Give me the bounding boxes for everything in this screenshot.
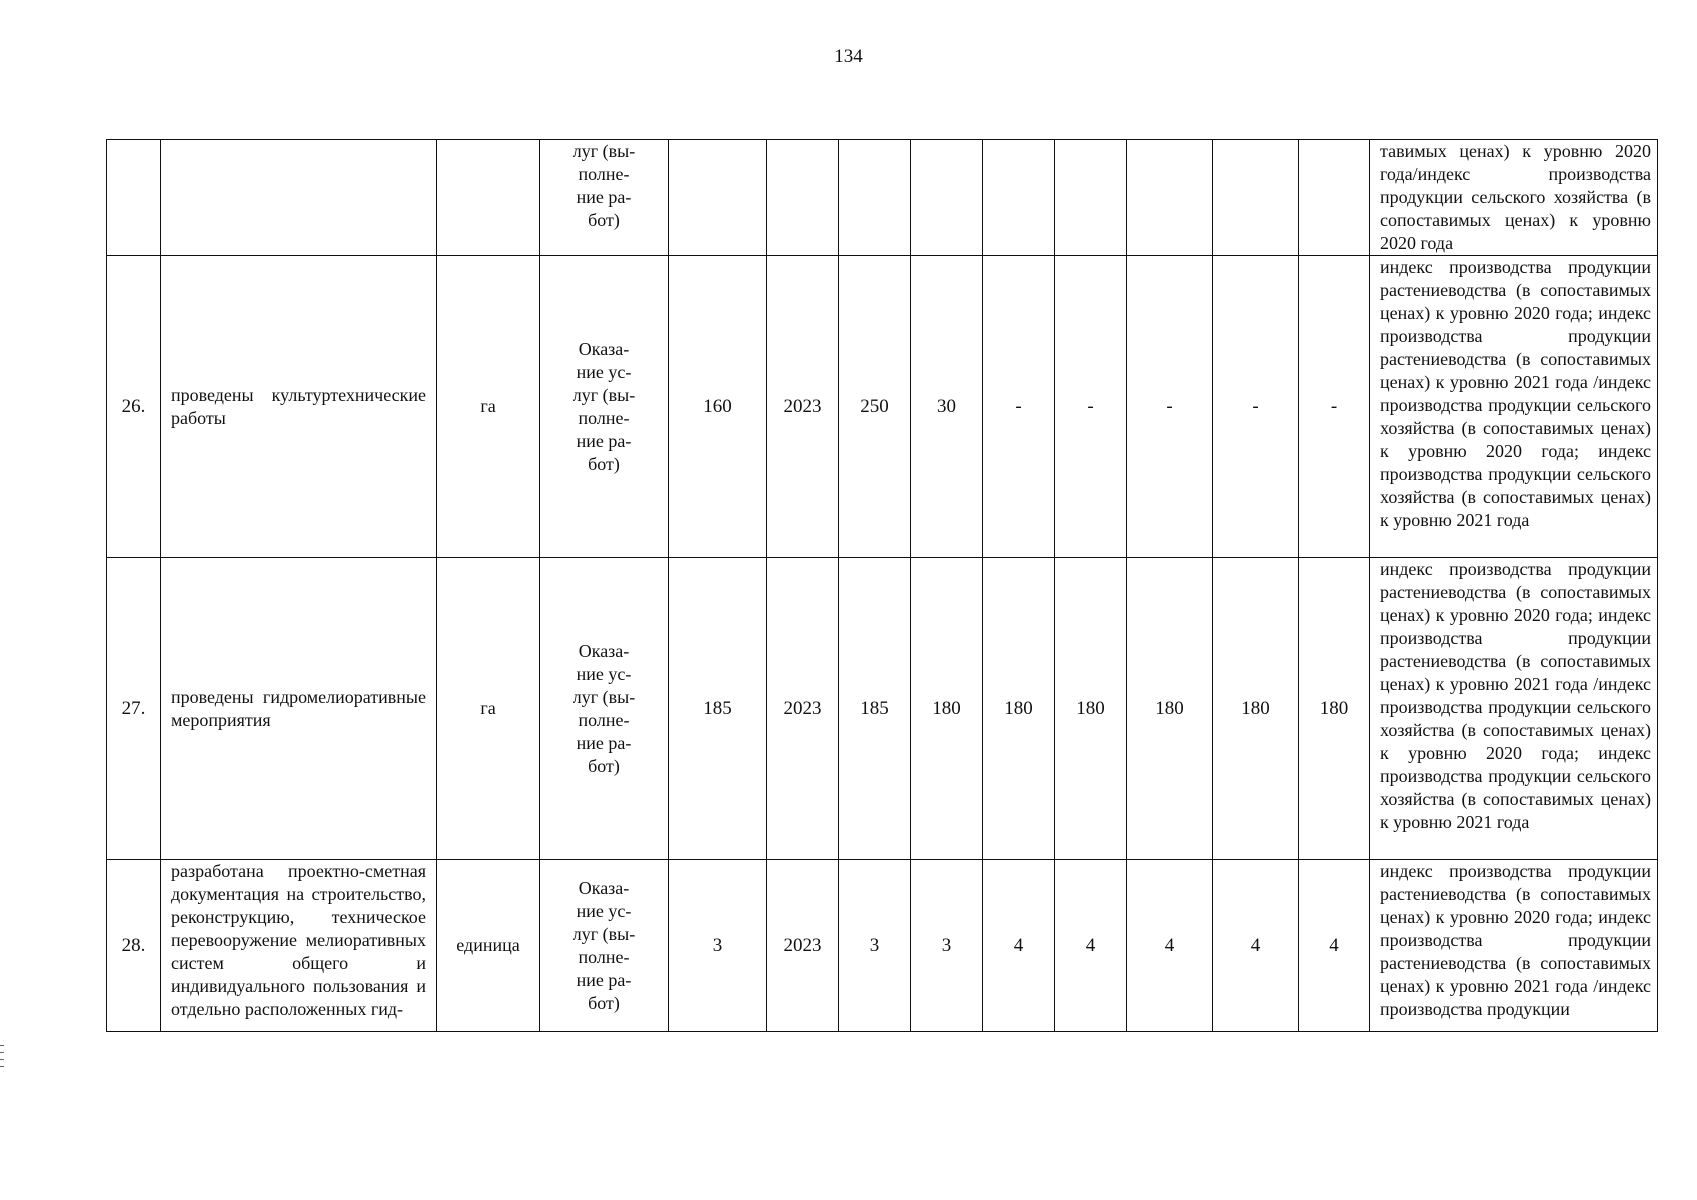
value-cell — [669, 140, 767, 256]
unit: га — [437, 256, 540, 558]
unit: га — [437, 558, 540, 860]
indicator-name — [161, 860, 437, 1032]
result-type: Оказа- ние ус- луг (вы- полне- ние ра- бот) — [540, 256, 669, 558]
value-cell — [1055, 140, 1127, 256]
value-cell: 4 — [983, 860, 1055, 1032]
value-cell: 185 — [839, 558, 911, 860]
value-cell: 185 — [669, 558, 767, 860]
value-cell: 4 — [1127, 860, 1213, 1032]
value-cell: 3 — [839, 860, 911, 1032]
value-cell: - — [983, 256, 1055, 558]
row-number — [107, 140, 161, 256]
value-cell: - — [1055, 256, 1127, 558]
value-cell: 3 — [669, 860, 767, 1032]
result-type: Оказа- ние ус- луг (вы- полне- ние ра- бот) — [540, 558, 669, 860]
margin-marks — [0, 1045, 6, 1073]
page-number: 134 — [834, 46, 863, 67]
indicator-name-text: разработана проектно-сметная документация на строительство, реконструкцию, техническое перевооружение мелиоративных систем общего и индивидуального пользования и отдельно расположенных гид- — [171, 861, 426, 1019]
table-row — [107, 558, 1658, 860]
table-row — [107, 140, 1658, 256]
unit: единица — [437, 860, 540, 1032]
table-row — [107, 256, 1658, 558]
value-cell — [983, 140, 1055, 256]
linked-indicator — [1370, 558, 1658, 860]
value-cell: 180 — [911, 558, 983, 860]
linked-indicator — [1370, 860, 1658, 1032]
linked-indicator — [1370, 140, 1658, 256]
value-cell: 2023 — [767, 860, 839, 1032]
value-cell: 4 — [1055, 860, 1127, 1032]
indicator-name — [161, 256, 437, 558]
value-cell: 4 — [1213, 860, 1299, 1032]
indicator-table — [106, 139, 1658, 1032]
linked-indicator-text: индекс производства продукции растениеводства (в сопоставимых ценах) к уровню 2020 года; индекс производства продукции растениеводства (в сопоставимых ценах) к уровню 2021 года /индекс производства продукции — [1380, 861, 1651, 1019]
indicator-name — [161, 140, 437, 256]
table-row — [107, 860, 1658, 1032]
unit — [437, 140, 540, 256]
value-cell: 2023 — [767, 558, 839, 860]
result-type: луг (вы- полне- ние ра- бот) — [540, 140, 669, 256]
value-cell — [1213, 140, 1299, 256]
row-number: 28. — [107, 860, 161, 1032]
value-cell — [1299, 140, 1370, 256]
value-cell: - — [1127, 256, 1213, 558]
value-cell: 180 — [1127, 558, 1213, 860]
indicator-name-text: проведены культуртехнические работы — [171, 384, 426, 428]
value-cell: 4 — [1299, 860, 1370, 1032]
value-cell — [767, 140, 839, 256]
linked-indicator-text: тавимых ценах) к уровню 2020 года/индекс производства продукции сельского хозяйства (в сопоставимых ценах) к уровню 2020 года — [1380, 141, 1651, 253]
value-cell: 3 — [911, 860, 983, 1032]
value-cell: 250 — [839, 256, 911, 558]
row-number: 26. — [107, 256, 161, 558]
value-cell — [1127, 140, 1213, 256]
indicator-name-text: проведены гидромелиоративные мероприятия — [171, 686, 426, 730]
value-cell: - — [1213, 256, 1299, 558]
linked-indicator-text: индекс производства продукции растениеводства (в сопоставимых ценах) к уровню 2020 года; индекс производства продукции растениеводства (в сопоставимых ценах) к уровню 2021 года /индекс производства продукции сельского хозяйства (в сопоставимых ценах) к уровню 2020 года; индекс производства продукции сельского хозяйства (в сопоставимых ценах) к уровню 2021 года — [1380, 257, 1651, 530]
value-cell — [911, 140, 983, 256]
value-cell: 180 — [1299, 558, 1370, 860]
value-cell: 180 — [983, 558, 1055, 860]
value-cell: - — [1299, 256, 1370, 558]
row-number: 27. — [107, 558, 161, 860]
result-type: Оказа- ние ус- луг (вы- полне- ние ра- бот) — [540, 860, 669, 1032]
value-cell: 180 — [1213, 558, 1299, 860]
value-cell: 30 — [911, 256, 983, 558]
linked-indicator — [1370, 256, 1658, 558]
value-cell: 180 — [1055, 558, 1127, 860]
value-cell — [839, 140, 911, 256]
value-cell: 160 — [669, 256, 767, 558]
indicator-name — [161, 558, 437, 860]
linked-indicator-text: индекс производства продукции растениеводства (в сопоставимых ценах) к уровню 2020 года; индекс производства продукции растениеводства (в сопоставимых ценах) к уровню 2021 года /индекс производства продукции сельского хозяйства (в сопоставимых ценах) к уровню 2020 года; индекс производства продукции сельского хозяйства (в сопоставимых ценах) к уровню 2021 года — [1380, 559, 1651, 832]
value-cell: 2023 — [767, 256, 839, 558]
